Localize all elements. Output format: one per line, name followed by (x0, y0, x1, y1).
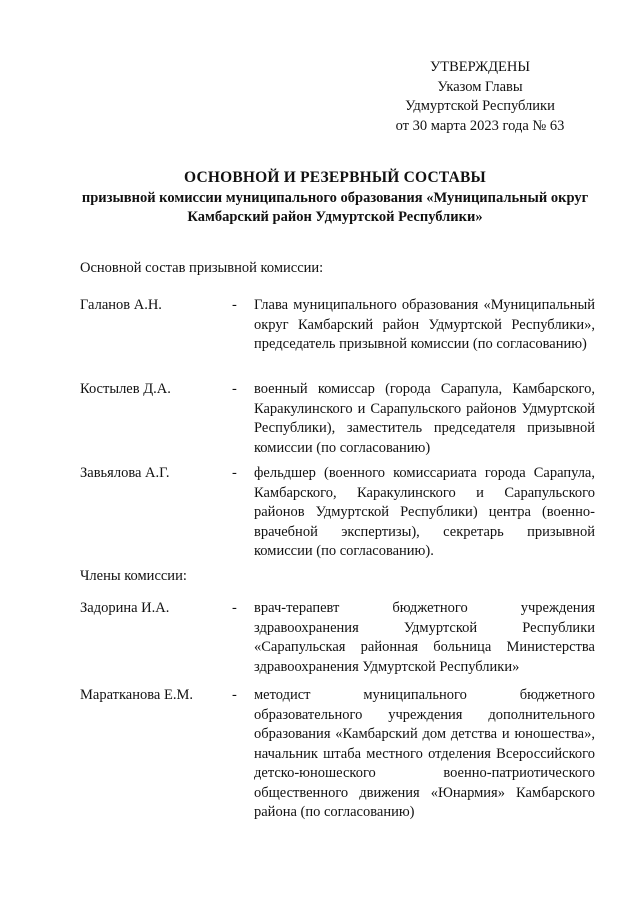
member-name: Завьялова А.Г. (80, 465, 170, 481)
document-title (70, 168, 600, 228)
member-description: врач-терапевт бюджетного учреждения здравоохранения Удмуртской Республики «Сарапульская районная больница Министерства здравоохранения Удмуртской Республики» (254, 600, 595, 675)
approval-line-republic: Удмуртской Республики (405, 98, 555, 114)
member-description: Глава муниципального образования «Муниципальный округ Камбарский район Удмуртской Республики», председатель призывной комиссии (по согласованию) (254, 297, 595, 352)
member-name: Костылев Д.А. (80, 381, 171, 397)
members-section-heading: Члены комиссии: (80, 568, 187, 584)
member-description: военный комиссар (города Сарапула, Камбарского, Каракулинского и Сарапульского районов Удмуртской Республики), заместитель председателя призывной комиссии (по согласованию) (254, 381, 595, 456)
member-description: методист муниципального бюджетного образовательного учреждения дополнительного образования «Камбарский дом детства и юношества», начальник штаба местного отделения Всероссийского детско-юношеского военно-патриотического общественного движения «Юнармия» Камбарского района (по согласованию) (254, 687, 595, 820)
member-name: Галанов А.Н. (80, 297, 162, 313)
member-dash: - (232, 600, 237, 616)
main-section-heading: Основной состав призывной комиссии: (80, 260, 324, 276)
member-dash: - (232, 687, 237, 703)
approval-line-date: от 30 марта 2023 года № 63 (395, 117, 565, 134)
title-line-1: ОСНОВНОЙ И РЕЗЕРВНЫЙ СОСТАВЫ (184, 169, 486, 186)
member-dash: - (232, 297, 237, 313)
title-line-3: Камбарский район Удмуртской Республики» (187, 209, 483, 225)
approval-line-decree: Указом Главы (437, 78, 523, 95)
title-line-2: призывной комиссии муниципального образования «Муниципальный округ (81, 189, 589, 206)
member-dash: - (232, 465, 237, 481)
member-description: фельдшер (военного комиссариата города Сарапула, Камбарского, Каракулинского и Сарапульского районов Удмуртской Республики) центра (военно-врачебной экспертизы), секретарь призывной комиссии (по согласованию). (254, 465, 595, 559)
member-name: Маратканова Е.М. (80, 687, 193, 703)
approval-stamp (380, 58, 580, 136)
member-name: Задорина И.А. (80, 600, 170, 616)
member-dash: - (232, 381, 237, 397)
approval-line-approved: УТВЕРЖДЕНЫ (429, 59, 531, 75)
